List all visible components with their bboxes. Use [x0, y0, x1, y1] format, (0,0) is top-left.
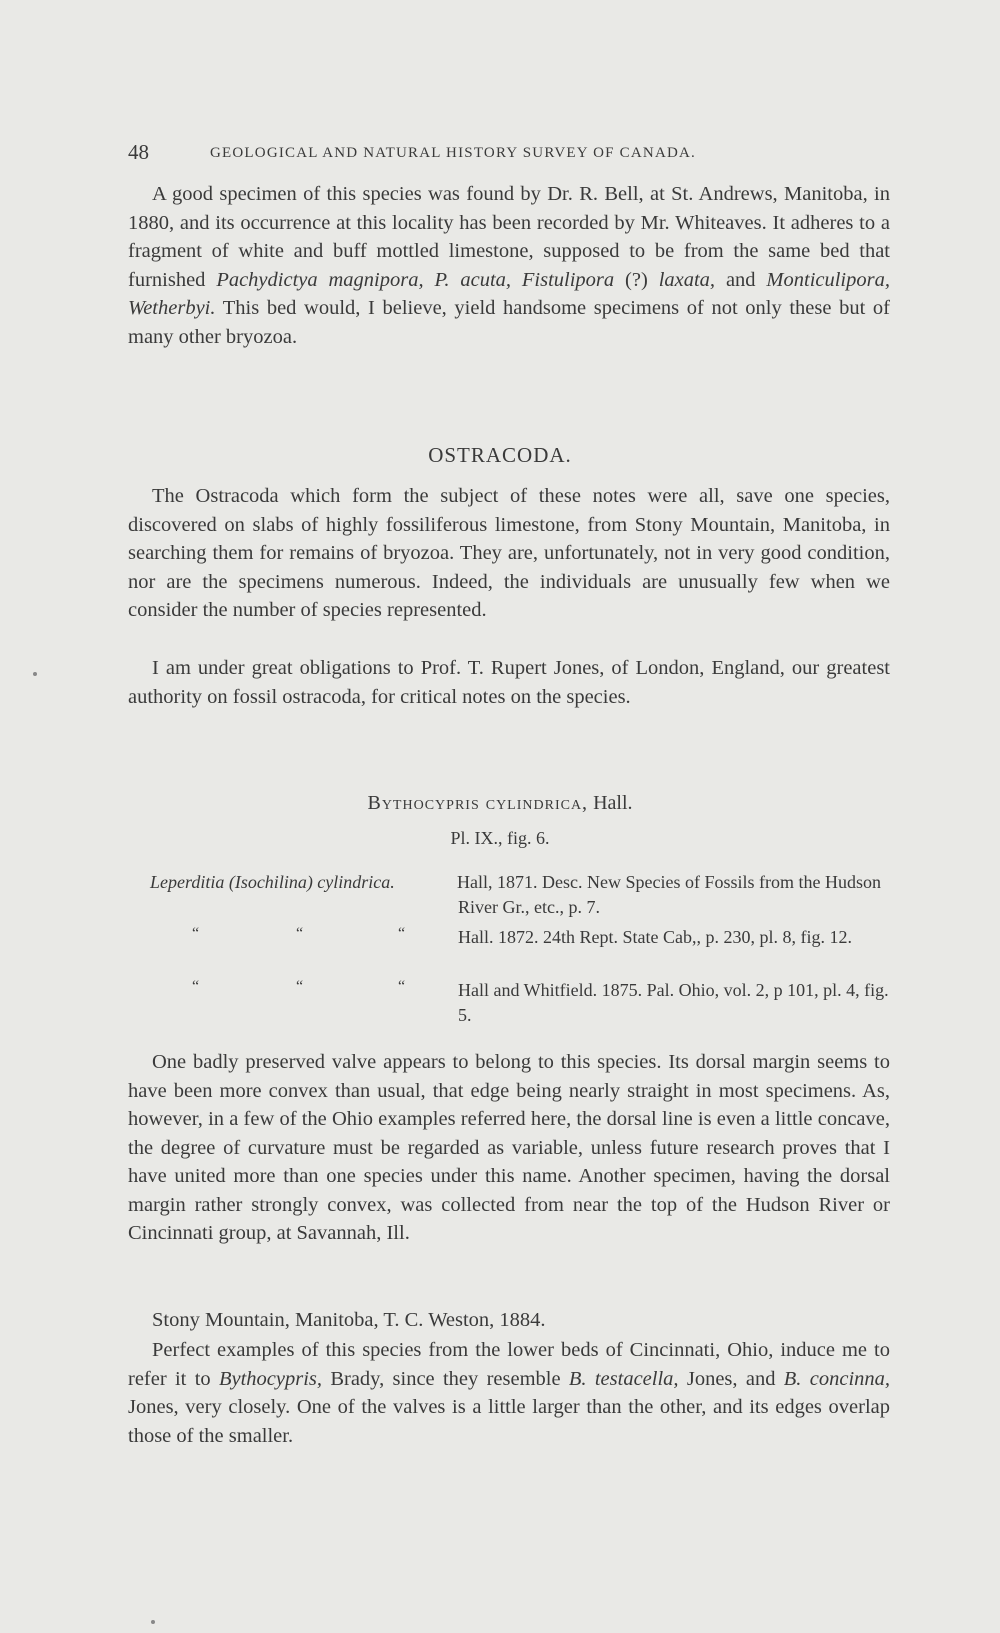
page-header	[128, 140, 828, 170]
page-number: 48	[128, 140, 149, 164]
description-paragraph: One badly preserved valve appears to belong to this species. Its dorsal margin seems to have been more convex than usual, that edge being nearly straight in most specimens. As, however, in a few of the Ohio examples referred here, the dorsal line is even a little concave, the degree of curvature must be regarded as variable, unless future research proves that I have united more than one species under this name. Another specimen, having the dorsal margin rather strongly convex, was collected from near the top of the Hudson River or Cincinnati group, at Savannah, Ill.	[128, 1051, 890, 1244]
species-title	[0, 792, 1000, 815]
ditto-mark: “	[192, 978, 200, 995]
ditto-mark: “	[398, 925, 406, 942]
comparison-text-3: Jones, and	[678, 1367, 784, 1390]
ditto-mark: “	[192, 925, 200, 942]
ostracoda-paragraph-1: The Ostracoda which form the subject of these notes were all, save one species, discovered on slabs of highly fossiliferous limestone, from Stony Mountain, Manitoba, in searching them for remains of bryozoa. They are, unfortunately, not in very good condition, nor are the specimens numerous. Indeed, the individuals are unusually few when we consider the number of species represented.	[128, 485, 890, 621]
ditto-mark: “	[398, 978, 406, 995]
intro-taxa-3: Monticulipora, Wetherbyi.	[128, 268, 890, 319]
species-ref-2: B. concinna,	[783, 1367, 891, 1390]
intro-taxa-2: laxata,	[658, 268, 716, 291]
intro-text-2: (?)	[614, 268, 659, 291]
intro-text-4: This bed would, I believe, yield handsome specimens of not only these but of many other bryozoa.	[128, 297, 890, 348]
ditto-mark: “	[296, 978, 304, 995]
comparison-paragraph	[128, 1336, 890, 1450]
intro-text-3: and	[715, 268, 767, 291]
intro-taxa-1: Pachydictya magnipora, P. acuta, Fistulipora	[216, 268, 615, 291]
locality-line: Stony Mountain, Manitoba, T. C. Weston, 1884.	[152, 1309, 546, 1331]
genus-name: Bythocypris,	[218, 1367, 323, 1390]
comparison-text-4: Jones, very closely. One of the valves is a little larger than the other, and its edges overlap those of the smaller.	[128, 1396, 890, 1447]
species-ref-1: B. testacella,	[568, 1367, 679, 1390]
ostracoda-paragraph-2: I am under great obligations to Prof. T. Rupert Jones, of London, England, our greatest authority on fossil ostracoda, for critical notes on the species.	[128, 657, 890, 708]
paper-speck	[33, 672, 37, 676]
species-author: Hall.	[593, 792, 633, 814]
synonymy-reference-3: Hall and Whitfield. 1875. Pal. Ohio, vol. 2, p 101, pl. 4, fig. 5.	[458, 980, 889, 1025]
intro-paragraph	[128, 180, 890, 351]
comparison-text-1: Perfect examples of this species from the lower beds of Cincinnati, Ohio, induce me to refer it to	[128, 1339, 890, 1390]
comparison-text-2: Brady, since they resemble	[322, 1367, 569, 1390]
synonym-name: Leperditia (Isochilina) cylindrica.	[150, 872, 395, 892]
plate-reference: Pl. IX., fig. 6.	[450, 828, 550, 848]
running-title: GEOLOGICAL AND NATURAL HISTORY SURVEY OF CANADA.	[210, 145, 696, 161]
intro-text-1: A good specimen of this species was found by Dr. R. Bell, at St. Andrews, Manitoba, in 1880, and its occurrence at this locality has been recorded by Mr. Whiteaves. It adheres to a fragment of white and buff mottled limestone, supposed to be from the same bed that furnished	[128, 183, 890, 291]
species-name: Bythocypris cylindrica,	[367, 792, 589, 814]
section-heading: OSTRACODA.	[428, 443, 572, 467]
paper-speck	[151, 1620, 155, 1624]
synonymy-reference-2: Hall. 1872. 24th Rept. State Cab,, p. 230, pl. 8, fig. 12.	[458, 927, 852, 947]
synonymy-reference-1: Hall, 1871. Desc. New Species of Fossils from the Hudson River Gr., etc., p. 7.	[457, 872, 881, 917]
ditto-mark: “	[296, 925, 304, 942]
